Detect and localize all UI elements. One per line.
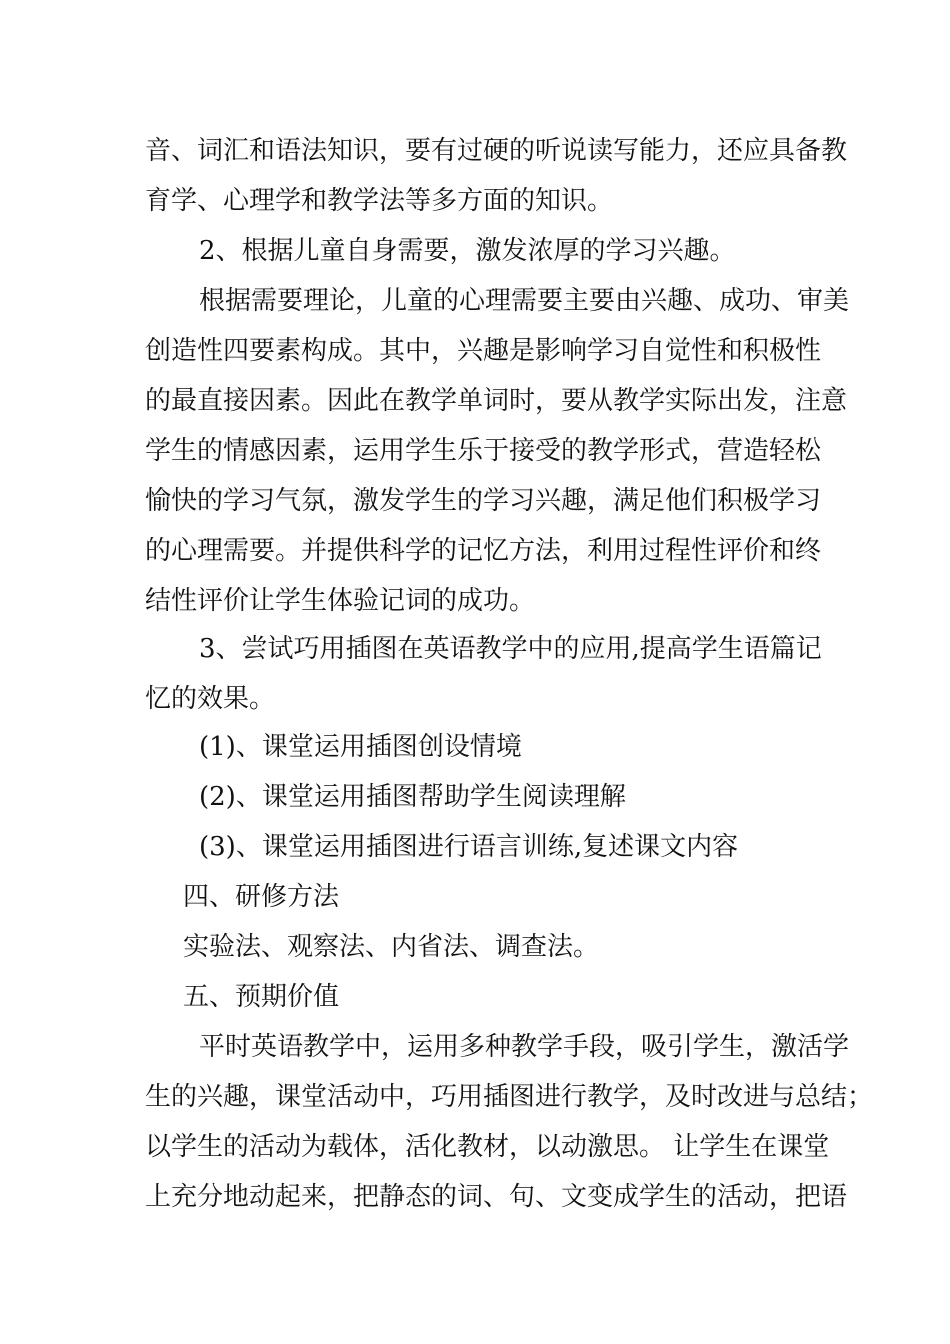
text-line: 平时英语教学中，运用多种教学手段，吸引学生，激活学 xyxy=(199,1032,850,1062)
text-line: 的最直接因素。因此在教学单词时，要从教学实际出发，注意 xyxy=(145,386,848,416)
text-line: 实验法、观察法、内省法、调查法。 xyxy=(183,932,600,962)
text-line: 五、预期价值 xyxy=(183,982,340,1012)
list-item-1 xyxy=(145,722,871,772)
methods-list xyxy=(145,922,855,972)
list-item-3 xyxy=(145,822,871,872)
heading-point-3 xyxy=(145,624,822,724)
text-line: 根据需要理论，儿童的心理需要主要由兴趣、成功、审美 xyxy=(199,286,850,316)
text-line: 学生的情感因素，运用学生乐于接受的教学形式，营造轻松 xyxy=(145,436,822,466)
text-line: 忆的效果。 xyxy=(145,684,276,714)
text-line: 四、研修方法 xyxy=(183,882,340,912)
text-line: (1)、课堂运用插图创设情境 xyxy=(199,732,522,762)
text-line: (3)、课堂运用插图进行语言训练,复述课文内容 xyxy=(199,832,739,862)
text-line: 创造性四要素构成。其中，兴趣是影响学习自觉性和积极性 xyxy=(145,336,822,366)
text-line: 的心理需要。并提供科学的记忆方法，利用过程性评价和终 xyxy=(145,536,822,566)
list-item-2 xyxy=(145,772,871,822)
text-line: 以学生的活动为载体，活化教材，以动激思。 让学生在课堂 xyxy=(145,1132,830,1162)
heading-point-2 xyxy=(145,226,871,276)
section-heading-methods xyxy=(145,872,855,922)
text-line: 结性评价让学生体验记词的成功。 xyxy=(145,586,536,616)
text-line: 3、尝试巧用插图在英语教学中的应用,提高学生语篇记 xyxy=(199,634,822,664)
section-heading-expected-value xyxy=(145,972,855,1022)
text-line: 2、根据儿童自身需要，激发浓厚的学习兴趣。 xyxy=(199,236,736,266)
text-line: 育学、心理学和教学法等多方面的知识。 xyxy=(145,186,614,216)
text-line: (2)、课堂运用插图帮助学生阅读理解 xyxy=(199,782,626,812)
text-line: 上充分地动起来，把静态的词、句、文变成学生的活动，把语 xyxy=(145,1182,848,1212)
text-line: 愉快的学习气氛，激发学生的学习兴趣，满足他们积极学习 xyxy=(145,486,822,516)
paragraph-interest-theory xyxy=(145,276,850,626)
paragraph-teacher-knowledge xyxy=(145,126,848,226)
text-line: 音、词汇和语法知识，要有过硬的听说读写能力，还应具备教 xyxy=(145,136,848,166)
text-line: 生的兴趣，课堂活动中，巧用插图进行教学，及时改进与总结； xyxy=(145,1082,874,1112)
paragraph-expected-value xyxy=(145,1022,874,1222)
